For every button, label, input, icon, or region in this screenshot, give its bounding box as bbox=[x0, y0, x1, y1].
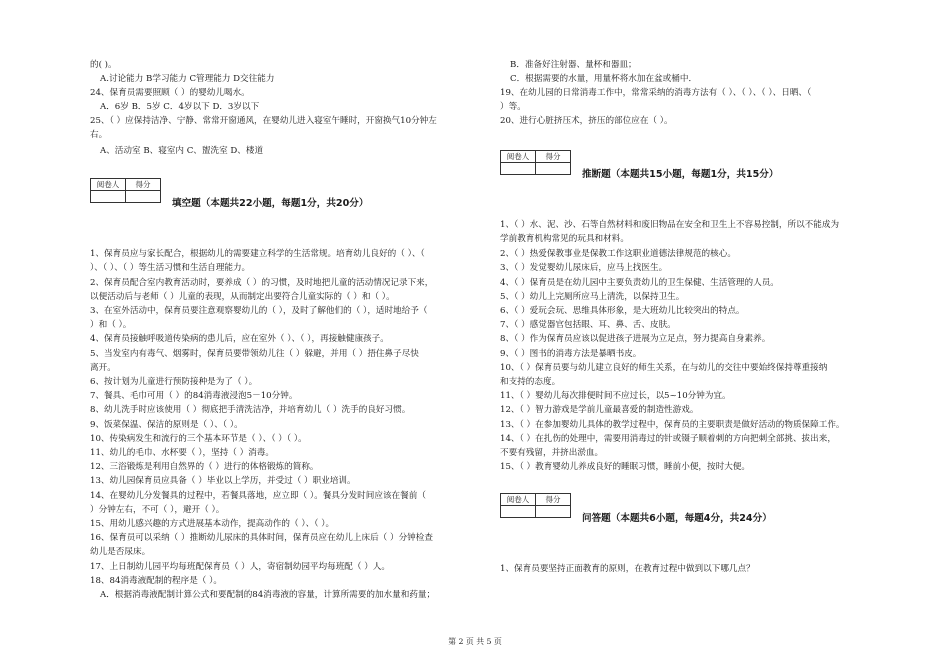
question-line: 7、餐具、毛巾可用（ ）的84消毒液浸泡5－10分钟。 bbox=[90, 391, 298, 401]
question-line: 4、（ ）保育员是在幼儿园中主要负责幼儿的卫生保健、生活管理的人员。 bbox=[500, 278, 779, 288]
score-box bbox=[500, 493, 571, 518]
question-line: 11、幼儿的毛巾、水杯要（ ），坚持（ ）消毒。 bbox=[90, 448, 274, 458]
question-line: 10、（ ）保育员要与幼儿建立良好的师生关系，在与幼儿的交往中要始终保持尊重接纳 bbox=[500, 363, 828, 373]
text-line: 幼儿是否尿床。 bbox=[90, 547, 151, 557]
question-line: 9、（ ）图书的消毒方法是暴晒书皮。 bbox=[500, 349, 642, 359]
question-line: 5、当发室内有毒气、烟雾时，保育员要带领幼儿往（ ）躲避，并用（ ）捂住鼻子尽快 bbox=[90, 349, 419, 359]
question-line: 7、（ ）感觉器官包括眼、耳、鼻、舌、皮肤。 bbox=[500, 320, 676, 330]
option-line: A.讨论能力 B学习能力 C管理能力 D交往能力 bbox=[100, 74, 275, 84]
text-line: A．根据消毒液配制计算公式和要配制的84消毒液的容量，计算所需要的加水量和药量； bbox=[100, 590, 436, 600]
reviewer-label: 阅卷人 bbox=[501, 151, 536, 163]
reviewer-label: 阅卷人 bbox=[501, 494, 536, 506]
question-line: 14、在婴幼儿分发餐具的过程中，若餐具落地，应立即（ ）。餐具分发时间应该在餐前（ bbox=[90, 491, 426, 501]
question-line: 8、幼儿洗手时应该使用（ ）彻底把手清洗洁净，并培育幼儿（ ）洗手的良好习惯。 bbox=[90, 405, 411, 415]
question-line: 12、三浴锻炼是利用自然界的（ ）进行的体格锻炼的简称。 bbox=[90, 462, 319, 472]
question-line: 6、（ ）爱玩会玩、思维具体形象，是大班幼儿比较突出的特点。 bbox=[500, 306, 745, 316]
section-title-fill-in: 填空题（本题共22小题，每题1分，共20分） bbox=[172, 198, 369, 209]
reviewer-label: 阅卷人 bbox=[91, 179, 126, 191]
score-cell bbox=[126, 191, 161, 203]
question-line: 18、84消毒液配制的程序是（ ）。 bbox=[90, 576, 223, 586]
question-line: 12、（ ）智力游戏是学前儿童最喜爱的制造性游戏。 bbox=[500, 405, 699, 415]
section-title-qa: 问答题（本题共6小题，每题4分，共24分） bbox=[582, 513, 772, 524]
option-line: A、活动室 B、寝室内 C、盥洗室 D、楼道 bbox=[100, 146, 264, 156]
question-line: 11、（ ）婴幼儿每次排便时间不应过长，以5~10分钟为宜。 bbox=[500, 391, 731, 401]
text-line: 和支持的态度。 bbox=[500, 377, 561, 387]
question-line: 20、进行心脏挤压术，挤压的部位应在（ ）。 bbox=[500, 116, 673, 126]
score-label: 得分 bbox=[536, 151, 571, 163]
question-line: 1、保育员要坚持正面教育的原则，在教育过程中做到以下哪几点？ bbox=[500, 564, 755, 574]
question-line: 25、（ ）应保持洁净、宁静、常常开窗通风，在婴幼儿进入寝室午睡时，开窗换气10分钟左 bbox=[90, 116, 437, 126]
question-line: 15、（ ）教育婴幼儿养成良好的睡眠习惯，睡前小便，按时大便。 bbox=[500, 462, 750, 472]
question-line: 24、保育员需要照顾（ ）的婴幼儿喝水。 bbox=[90, 88, 250, 98]
question-line: 9、饭菜保温、保洁的原则是（ ）、（ ）。 bbox=[90, 420, 243, 430]
text-line: 学前教育机构常见的玩具和材料。 bbox=[500, 234, 629, 244]
question-line: 1、（ ）水、泥、沙、石等自然材料和废旧物品在安全和卫生上不容易控制，所以不能成为 bbox=[500, 220, 840, 230]
reviewer-cell bbox=[91, 191, 126, 203]
question-line: 17、上日制幼儿园平均每班配保育员（ ）人，寄宿制幼园平均每班配（ ）人。 bbox=[90, 562, 390, 572]
question-line: 3、在室外活动中，保育员要注意观察婴幼儿的（ ），及时了解他们的（ ），适时地给予（ bbox=[90, 306, 428, 316]
question-line: 6、按计划为儿童进行预防接种是为了（ ）。 bbox=[90, 377, 258, 387]
score-cell bbox=[536, 506, 571, 518]
option-line: C．根据需要的水量，用量杯将水加在盆或桶中． bbox=[510, 74, 698, 84]
question-line: 19、在幼儿园的日常消毒工作中，常常采纳的消毒方法有（ ）、（ ）、（ ）、日晒、（ bbox=[500, 88, 812, 98]
option-line: A．6岁 B．5岁 C．4岁以下 D．3岁以下 bbox=[100, 102, 260, 112]
text-line: 右。 bbox=[90, 130, 108, 140]
question-line: 2、保育员配合室内教育活动时，要养成（ ）的习惯，及时地把儿童的活动情况记录下来， bbox=[90, 278, 434, 288]
score-box bbox=[500, 150, 571, 175]
text-line: 不要有残留，并挤出淤血。 bbox=[500, 448, 604, 458]
question-line: 15、用幼儿感兴趣的方式进展基本动作，提高动作的（ ）、（ ）。 bbox=[90, 519, 335, 529]
text-line: ）和（ ）。 bbox=[90, 320, 132, 330]
reviewer-cell bbox=[501, 163, 536, 175]
page-footer: 第 2 页 共 5 页 bbox=[448, 637, 502, 646]
question-line: 16、保育员可以采纳（ ）推断幼儿尿床的具体时间，保育员应在幼儿上床后（ ）分钟检查 bbox=[90, 533, 433, 543]
score-label: 得分 bbox=[126, 179, 161, 191]
question-line: 13、（ ）在参加婴幼儿具体的教学过程中，保育员的主要职责是做好活动的物质保障工作。 bbox=[500, 420, 845, 430]
question-line: 2、（ ）热爱保教事业是保教工作这职业道德法律规范的核心。 bbox=[500, 249, 736, 259]
text-line: ）、（ ）、（ ）等生活习惯和生活自理能力。 bbox=[90, 263, 251, 273]
text-line: 离开。 bbox=[90, 363, 116, 373]
question-line: 4、保育员接触呼吸道传染病的患儿后，应在室外（ ）、（ ），再接触健康孩子。 bbox=[90, 334, 389, 344]
text-line: 的( )。 bbox=[90, 60, 117, 70]
question-line: 14、（ ）在扎伤的处理中，需要用消毒过的针或镊子顺着刺的方向把刺全部挑、拔出来， bbox=[500, 434, 836, 444]
text-line: ）分钟左右，不可（ ），避开（ ）。 bbox=[90, 505, 225, 515]
reviewer-cell bbox=[501, 506, 536, 518]
question-line: 5、（ ）幼儿上完厕所应马上清洗，以保持卫生。 bbox=[500, 292, 685, 302]
question-line: 13、幼儿园保育员应具备（ ）毕业以上学历，并受过（ ）职业培训。 bbox=[90, 476, 356, 486]
question-line: 8、（ ）作为保育员应该以促进孩子进展为立足点，努力提高自身素养。 bbox=[500, 334, 771, 344]
score-label: 得分 bbox=[536, 494, 571, 506]
text-line: ）等。 bbox=[500, 102, 526, 112]
question-line: 10、传染病发生和流行的三个基本环节是（ ）、（ ）（ ）。 bbox=[90, 434, 307, 444]
text-line: 以便活动后与老师（ ）儿童的表现，从而制定出要符合儿童实际的（ ）和（ ）。 bbox=[90, 292, 395, 302]
option-line: B．准备好注射器、量杯和器皿； bbox=[510, 60, 637, 70]
score-cell bbox=[536, 163, 571, 175]
score-box bbox=[90, 178, 161, 203]
section-title-judgement: 推断题（本题共15小题，每题1分，共15分） bbox=[582, 169, 779, 180]
question-line: 1、保育员应与家长配合，根据幼儿的需要建立科学的生活常规。培育幼儿良好的（ ）、（ bbox=[90, 249, 425, 259]
question-line: 3、（ ）发觉婴幼儿尿床后，应马上找医生。 bbox=[500, 263, 668, 273]
